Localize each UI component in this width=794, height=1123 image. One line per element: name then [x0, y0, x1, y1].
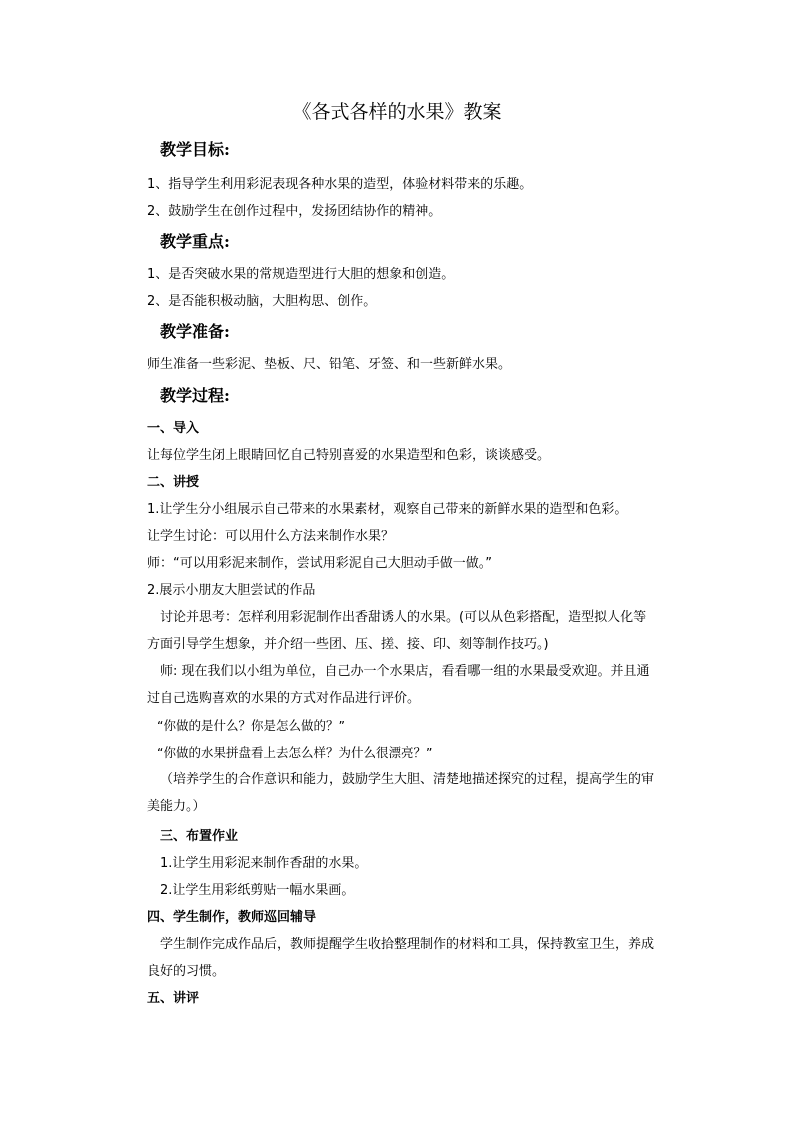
preparation-heading: 教学准备:	[160, 322, 230, 341]
lecture-line: 方面引导学生想象，并介绍一些团、压、搓、接、印、刻等制作技巧。)	[147, 637, 549, 652]
lecture-line: 让学生讨论：可以用什么方法来制作水果？	[147, 529, 395, 544]
intro-heading: 一、导入	[147, 421, 200, 436]
intro-text: 让每位学生闭上眼睛回忆自己特别喜爱的水果造型和色彩，谈谈感受。	[147, 448, 551, 463]
lecture-line: 师：“可以用彩泥来制作，尝试用彩泥自己大胆动手做一做。”	[147, 556, 492, 571]
homework-item-1: 1.让学生用彩泥来制作香甜的水果。	[160, 856, 368, 871]
review-heading: 五、讲评	[147, 991, 200, 1006]
lecture-line: 过自己选购喜欢的水果的方式对作品进行评价。	[147, 691, 421, 706]
document-title: 《各式各样的水果》教案	[292, 101, 502, 123]
homework-heading: 三、布置作业	[160, 829, 239, 844]
objectives-heading: 教学目标:	[160, 140, 230, 159]
production-line: 学生制作完成作品后，教师提醒学生收拾整理制作的材料和工具，保持教室卫生，养成	[160, 937, 655, 952]
production-heading: 四、学生制作，教师巡回辅导	[147, 910, 317, 925]
lecture-line: 讨论并思考：怎样利用彩泥制作出香甜诱人的水果。(可以从色彩搭配，造型拟人化等	[160, 610, 647, 625]
objectives-item-2: 2、鼓励学生在创作过程中，发扬团结协作的精神。	[147, 204, 442, 219]
lecture-line: 2.展示小朋友大胆尝试的作品	[147, 583, 316, 598]
key-points-item-2: 2、是否能积极动脑，大胆构思、创作。	[147, 294, 377, 309]
lecture-heading: 二、讲授	[147, 475, 200, 490]
key-points-heading: 教学重点:	[160, 232, 230, 251]
lecture-line: 师: 现在我们以小组为单位，自己办一个水果店，看看哪一组的水果最受欢迎。并且通	[160, 664, 650, 679]
process-heading: 教学过程:	[160, 386, 230, 405]
production-line: 良好的习惯。	[147, 964, 226, 979]
homework-item-2: 2.让学生用彩纸剪贴一幅水果画。	[160, 883, 355, 898]
preparation-text: 师生准备一些彩泥、垫板、尺、铅笔、牙签、和一些新鲜水果。	[147, 357, 512, 372]
key-points-item-1: 1、是否突破水果的常规造型进行大胆的想象和创造。	[147, 267, 455, 282]
objectives-item-1: 1、指导学生利用彩泥表现各种水果的造型，体验材料带来的乐趣。	[147, 177, 533, 192]
lecture-line: “你做的水果拼盘看上去怎么样？为什么很漂亮？”	[157, 745, 433, 760]
lecture-line: 1.让学生分小组展示自己带来的水果素材，观察自己带来的新鲜水果的造型和色彩。	[147, 502, 628, 517]
lecture-line: （培养学生的合作意识和能力，鼓励学生大胆、清楚地描述探究的过程，提高学生的审	[160, 772, 655, 787]
lecture-line: “你做的是什么？你是怎么做的？”	[157, 718, 345, 733]
lecture-line: 美能力。）	[147, 799, 206, 814]
